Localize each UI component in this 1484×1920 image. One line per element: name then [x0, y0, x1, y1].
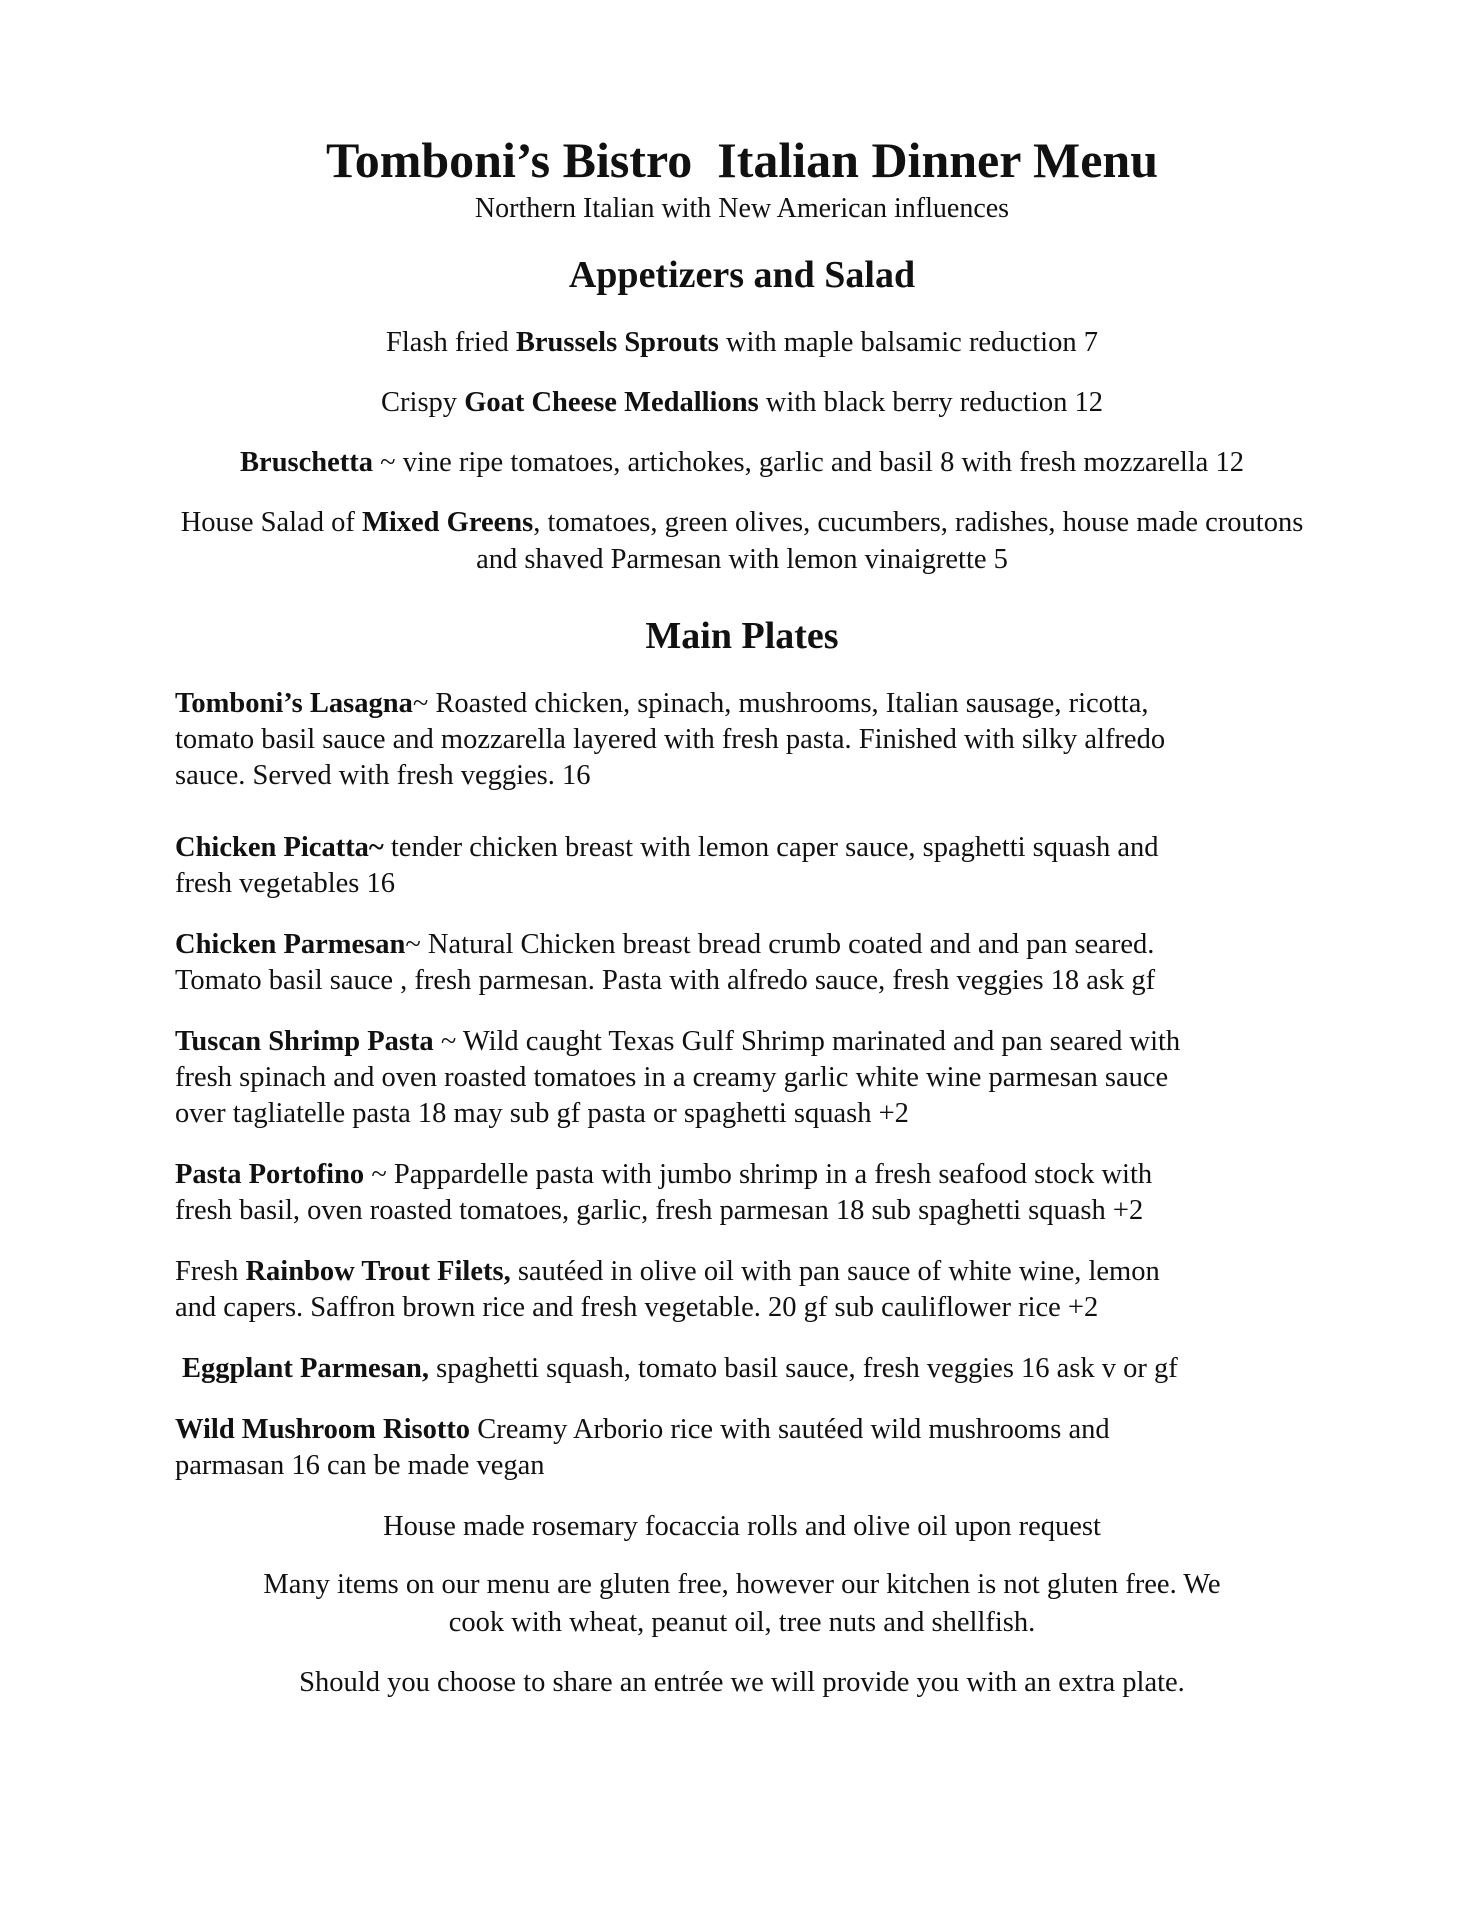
share-note: Should you choose to share an entrée we will provide you with an extra plate.	[299, 1667, 1185, 1698]
menu-subtitle: Northern Italian with New American influences	[474, 193, 1010, 224]
item-prefix: House Salad of	[180, 507, 362, 538]
appetizer-item-continued: and shaved Parmesan with lemon vinaigrette 5	[476, 544, 1008, 575]
item-description: tender chicken breast with lemon caper sauce, spaghetti squash and	[383, 832, 1159, 863]
appetizer-item	[0, 445, 1484, 481]
mains-heading: Main Plates	[645, 615, 839, 657]
main-item-line: fresh basil, oven roasted tomatoes, garlic, fresh parmesan 18 sub spaghetti squash +2	[175, 1195, 1144, 1226]
item-description: ~ Wild caught Texas Gulf Shrimp marinated and pan seared with	[433, 1026, 1181, 1057]
main-item	[175, 1024, 1180, 1060]
item-name: Brussels Sprouts	[515, 327, 719, 358]
item-name: Rainbow Trout Filets,	[245, 1256, 511, 1287]
main-item-line: parmasan 16 can be made vegan	[175, 1450, 545, 1481]
main-item-line: fresh vegetables 16	[175, 868, 395, 899]
main-item	[175, 830, 1159, 866]
item-prefix: Fresh	[175, 1256, 246, 1287]
item-description: sautéed in olive oil with pan sauce of white wine, lemon	[510, 1256, 1160, 1287]
main-item-line: Tomato basil sauce , fresh parmesan. Pasta with alfredo sauce, fresh veggies 18 ask gf	[175, 965, 1156, 996]
item-name: Wild Mushroom Risotto	[175, 1414, 471, 1445]
item-name: Pasta Portofino	[175, 1159, 365, 1190]
item-description: with black berry reduction 12	[758, 387, 1103, 418]
appetizer-item	[0, 505, 1484, 541]
item-prefix: Crispy	[381, 387, 465, 418]
appetizer-item	[0, 385, 1484, 421]
main-item	[175, 1254, 1160, 1290]
gluten-note: Many items on our menu are gluten free, however our kitchen is not gluten free. We	[263, 1569, 1221, 1600]
main-item	[182, 1351, 1178, 1387]
item-description: with maple balsamic reduction 7	[718, 327, 1098, 358]
main-item-line: tomato basil sauce and mozzarella layered with fresh pasta. Finished with silky alfredo	[175, 724, 1166, 755]
item-description: ~ Pappardelle pasta with jumbo shrimp in a fresh seafood stock with	[364, 1159, 1153, 1190]
main-item	[175, 686, 1149, 722]
item-description: , tomatoes, green olives, cucumbers, radishes, house made croutons	[533, 507, 1304, 538]
item-name: Bruschetta	[240, 447, 374, 478]
item-name: Chicken Picatta~	[175, 832, 384, 863]
appetizer-item	[0, 325, 1484, 361]
item-name: Tuscan Shrimp Pasta	[175, 1026, 434, 1057]
main-item-line: sauce. Served with fresh veggies. 16	[175, 760, 591, 791]
item-description: ~ vine ripe tomatoes, artichokes, garlic and basil 8 with fresh mozzarella 12	[373, 447, 1244, 478]
appetizers-heading: Appetizers and Salad	[568, 254, 916, 296]
item-description: ~ Roasted chicken, spinach, mushrooms, Italian sausage, ricotta,	[412, 688, 1149, 719]
main-item	[175, 1157, 1152, 1193]
item-description: spaghetti squash, tomato basil sauce, fresh veggies 16 ask v or gf	[429, 1353, 1178, 1384]
focaccia-note: House made rosemary focaccia rolls and olive oil upon request	[383, 1511, 1101, 1542]
item-description: Creamy Arborio rice with sautéed wild mushrooms and	[470, 1414, 1110, 1445]
item-name: Mixed Greens	[361, 507, 534, 538]
main-item	[175, 927, 1154, 963]
gluten-note-continued: cook with wheat, peanut oil, tree nuts and shellfish.	[448, 1607, 1036, 1638]
item-name: Chicken Parmesan	[175, 929, 406, 960]
main-item-line: fresh spinach and oven roasted tomatoes in a creamy garlic white wine parmesan sauce	[175, 1062, 1169, 1093]
item-name: Goat Cheese Medallions	[464, 387, 759, 418]
item-name: Tomboni’s Lasagna	[175, 688, 413, 719]
menu-title: Tomboni’s Bistro Italian Dinner Menu	[325, 132, 1159, 188]
main-item	[175, 1412, 1110, 1448]
main-item-line: over tagliatelle pasta 18 may sub gf pasta or spaghetti squash +2	[175, 1098, 909, 1129]
item-description: ~ Natural Chicken breast bread crumb coated and and pan seared.	[405, 929, 1155, 960]
item-name: Eggplant Parmesan,	[182, 1353, 430, 1384]
main-item-line: and capers. Saffron brown rice and fresh vegetable. 20 gf sub cauliflower rice +2	[175, 1292, 1099, 1323]
item-prefix: Flash fried	[386, 327, 516, 358]
